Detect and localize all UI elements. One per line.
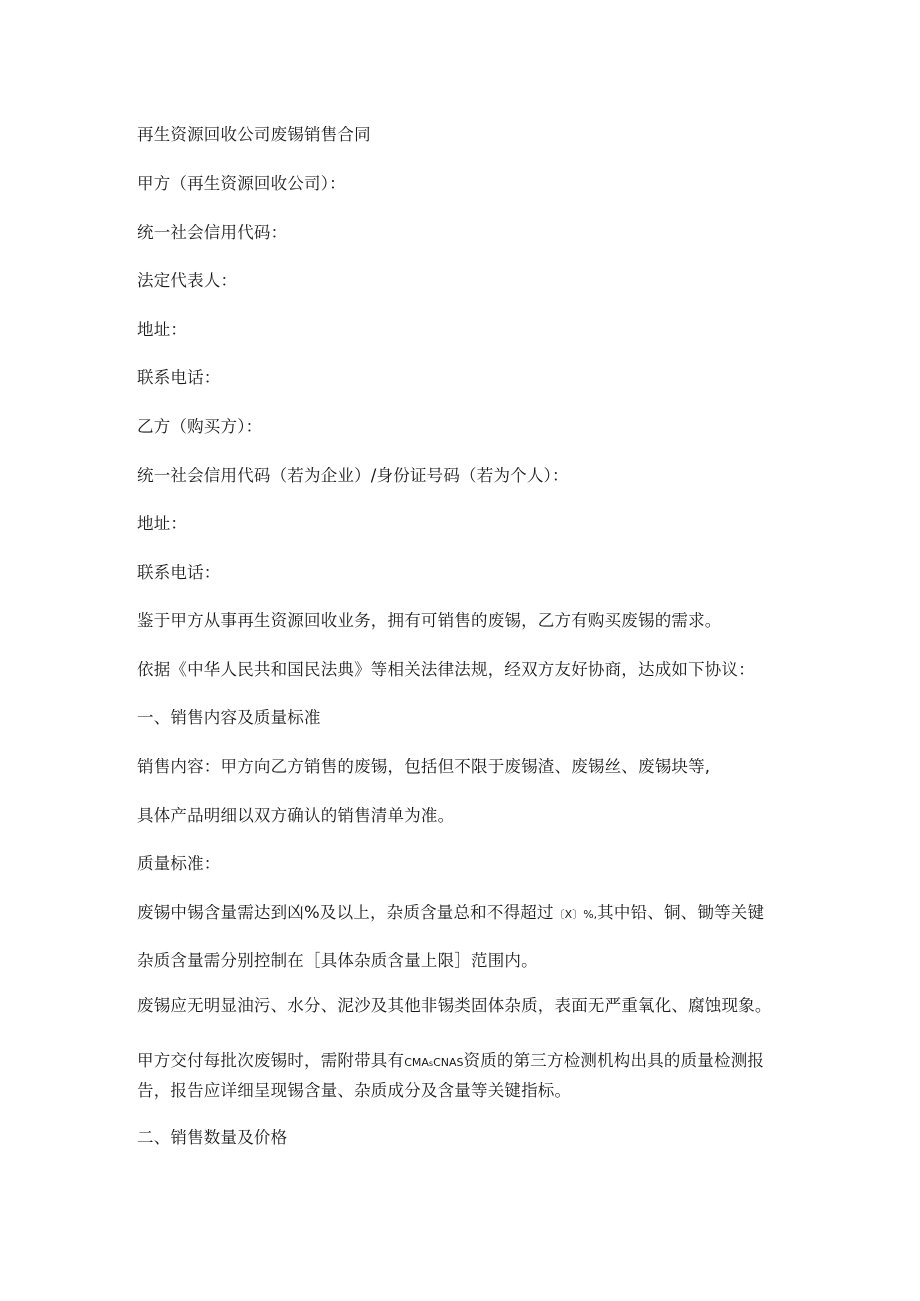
quality-line-2: 杂质含量需分别控制在［具体杂质含量上限］范围内。: [137, 951, 538, 970]
party-b-label: 乙方（购买方）：: [137, 417, 263, 436]
party-a-address: 地址：: [137, 320, 188, 339]
section-2-heading: 二、销售数量及价格: [137, 1128, 288, 1147]
quality-line-1-part-a: 废锡中锡含量需达到凶%及以上，杂质含量总和不得超过: [137, 903, 554, 922]
party-a-label: 甲方（再生资源回收公司）：: [137, 174, 346, 193]
inspection-line-2: 告，报告应详细呈现锡含量、杂质成分及含量等关键指标。: [137, 1081, 572, 1100]
inspection-cnas: CNAS: [433, 1056, 464, 1069]
document-title: 再生资源回收公司废锡销售合同: [137, 125, 371, 144]
preamble-paragraph-1: 鉴于甲方从事再生资源回收业务，拥有可销售的废锡，乙方有购买废锡的需求。: [137, 611, 722, 630]
party-b-credit-code: 统一社会信用代码（若为企业）/身份证号码（若为个人）：: [137, 466, 569, 485]
party-a-legal-rep: 法定代表人：: [137, 271, 238, 290]
sales-content-line-2: 具体产品明细以双方确认的销售清单为准。: [137, 806, 455, 825]
party-a-credit-code: 统一社会信用代码：: [137, 223, 288, 242]
inspection-separator: s: [428, 1059, 434, 1068]
inspection-line-1: [137, 1050, 764, 1075]
quality-line-1-part-b: 〔X〕%,: [553, 908, 598, 921]
quality-line-1-part-c: 其中铅、铜、锄等关键: [597, 903, 765, 922]
inspection-line-1-part-e: 资质的第三方检测机构出具的质量检测报: [463, 1051, 765, 1070]
quality-line-3: 废锡应无明显油污、水分、泥沙及其他非锡类固体杂质，表面无严重氧化、腐蚀现象。: [137, 996, 772, 1015]
preamble-paragraph-2: 依据《中华人民共和国民法典》等相关法律法规，经双方友好协商，达成如下协议：: [137, 660, 755, 679]
party-b-phone: 联系电话：: [137, 563, 221, 582]
inspection-line-1-part-a: 甲方交付每批次废锡时，需附带具有: [137, 1051, 405, 1070]
quality-line-1: [137, 902, 764, 926]
inspection-cma: CMA: [404, 1056, 429, 1069]
quality-heading: 质量标准：: [137, 854, 221, 873]
section-1-heading: 一、销售内容及质量标准: [137, 708, 321, 727]
party-b-address: 地址：: [137, 514, 188, 533]
party-a-phone: 联系电话：: [137, 368, 221, 387]
sales-content-line-1: 销售内容：甲方向乙方销售的废锡，包括但不限于废锡渣、废锡丝、废锡块等,: [137, 757, 711, 776]
